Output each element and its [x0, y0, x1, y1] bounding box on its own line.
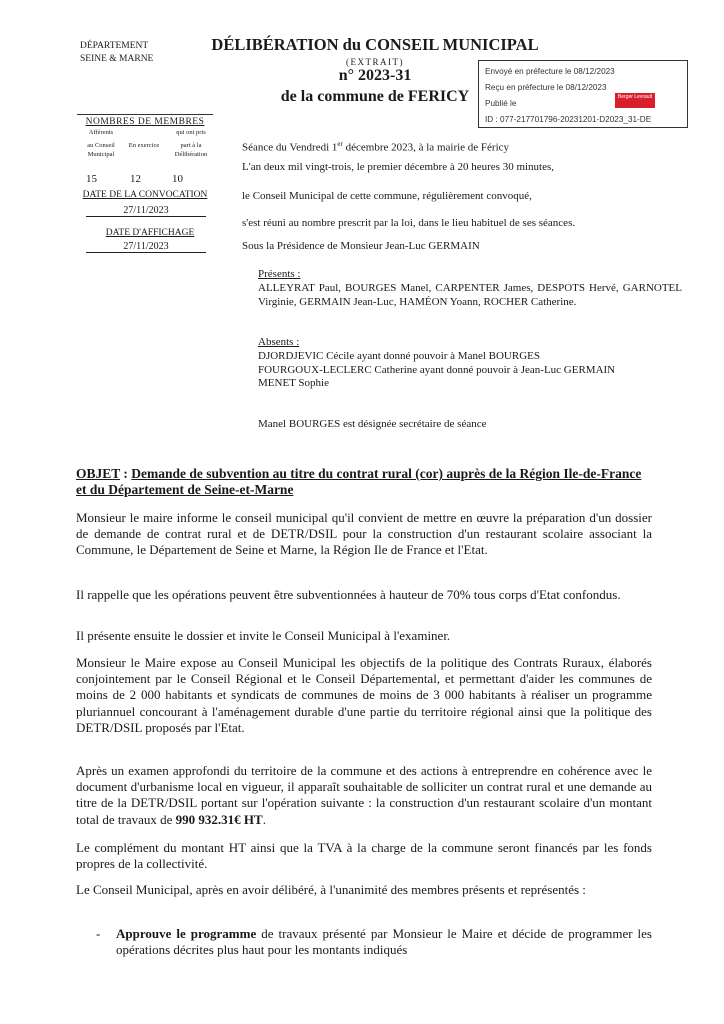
deliberation-number: n° 2023-31	[338, 67, 412, 84]
stamp-id: ID : 077-217701796-20231201-D2023_31-DE	[485, 115, 652, 124]
paragraph-7: Le Conseil Municipal, après en avoir délibéré, à l'unanimité des membres présents et représentés :	[76, 882, 586, 897]
col-header-line: Délibération	[174, 151, 208, 158]
department-line-1: DÉPARTEMENT	[80, 41, 149, 51]
document-title: DÉLIBÉRATION du CONSEIL MUNICIPAL	[211, 35, 539, 54]
absent-line: DJORDJEVIC Cécile ayant donné pouvoir à Manel BOURGES	[258, 349, 540, 362]
members-exercice-value: 12	[130, 173, 141, 185]
bullet-bold: Approuve le programme	[116, 926, 257, 941]
presents-section	[258, 268, 682, 309]
members-title: NOMBRES DE MEMBRES	[80, 117, 210, 127]
commune-name: de la commune de FERICY	[280, 88, 470, 105]
prefecture-stamp	[478, 60, 688, 128]
stamp-recu: Reçu en préfecture le 08/12/2023	[485, 83, 607, 92]
paragraph-6: Le complément du montant HT ainsi que la TVA à la charge de la commune seront financés par les fonds propres de la collectivité.	[76, 840, 652, 872]
affichage-label: DATE D'AFFICHAGE	[105, 228, 195, 238]
objet-heading	[76, 466, 652, 498]
seance-date-sup: er	[337, 140, 343, 148]
seance-line-4: s'est réuni au nombre prescrit par la loi, dans le lieu habituel de ses séances.	[242, 217, 576, 229]
objet-text: Demande de subvention au titre du contrat rural (cor) auprès de la Région Ile-de-France et du Département de Seine-et-Marne	[76, 466, 642, 497]
bullet-rest: de travaux présenté par Monsieur le Maire et décide de programmer les opérations décrites plus haut pour les montants indiqués	[116, 926, 652, 958]
stamp-publie: Publié le	[485, 99, 517, 108]
department-label	[80, 40, 153, 66]
paragraph-2: Il rappelle que les opérations peuvent être subventionnées à hauteur de 70% tous corps d'Etat confondus.	[76, 587, 621, 602]
affichage-date: 27/11/2023	[86, 241, 206, 253]
paragraph-1: Monsieur le maire informe le conseil municipal qu'il convient de mettre en œuvre la préparation d'un dossier de demande de contrat rural et de DETR/DSIL pour la construction d'un restaurant scolaire associant la Commune, le Département de Seine et Marne, la Région Ile de France et l'Etat.	[76, 510, 652, 558]
bullet-text	[116, 926, 652, 958]
paragraph-5-end: .	[262, 811, 266, 827]
seance-line-3: le Conseil Municipal de cette commune, régulièrement convoqué,	[242, 190, 532, 202]
col-header-line: Afférents	[88, 129, 114, 136]
presents-names: ALLEYRAT Paul, BOURGES Manel, CARPENTER James, DESPOTS Hervé, GARNOTEL Virginie, GERMAIN Jean-Luc, HAMÉON Yoann, ROCHER Catherine.	[258, 281, 682, 308]
col-header-line: En exercice	[128, 142, 160, 149]
berger-levrault-logo: Berger Levrault	[615, 93, 655, 108]
absent-line: FOURGOUX-LECLERC Catherine ayant donné pouvoir à Jean-Luc GERMAIN	[258, 363, 616, 376]
col-header-line: qui ont pris	[176, 129, 206, 136]
paragraph-3: Il présente ensuite le dossier et invite le Conseil Municipal à l'examiner.	[76, 628, 451, 643]
extrait-label: (EXTRAIT)	[346, 57, 404, 67]
convocation-label: DATE DE LA CONVOCATION	[82, 190, 208, 200]
seance-date-text-end: décembre 2023, à la mairie de Féricy	[342, 141, 510, 154]
department-line-2: SEINE & MARNE	[80, 54, 154, 64]
paragraph-5	[76, 763, 652, 828]
members-deliberation-value: 10	[172, 173, 183, 185]
col-header-line: part à la	[180, 142, 202, 149]
seance-date-text: Séance du Vendredi 1	[242, 141, 338, 154]
bullet-dash: -	[96, 926, 101, 941]
secretaire-line: Manel BOURGES est désignée secrétaire de séance	[258, 418, 487, 430]
seance-date-line	[242, 140, 682, 154]
seance-president: Sous la Présidence de Monsieur Jean-Luc GERMAIN	[242, 240, 480, 252]
absent-line: MENET Sophie	[258, 377, 329, 390]
paragraph-5-text: Après un examen approfondi du territoire de la commune et des actions à entreprendre en cohérence avec le document d'urbanisme local en vigueur, il apparaît souhaitable de solliciter un contrat rural et une demande au titre de la DETR/DSIL portant sur l'opération suivante : la construction d'un restaurant scolaire d'un montant total de travaux de	[76, 763, 652, 827]
col-header-afferents	[80, 128, 122, 159]
convocation-date: 27/11/2023	[86, 205, 206, 217]
col-header-deliberation	[168, 128, 214, 159]
objet-label: OBJET	[76, 466, 121, 481]
col-header-line: Municipal	[87, 151, 115, 158]
presents-label: Présents :	[258, 268, 301, 280]
col-header-line: au Conseil	[87, 142, 115, 149]
objet-sep: :	[120, 466, 132, 481]
stamp-envoye: Envoyé en préfecture le 08/12/2023	[485, 67, 615, 76]
absents-section	[258, 336, 682, 391]
paragraph-4: Monsieur le Maire expose au Conseil Municipal les objectifs de la politique des Contrats Ruraux, élaborés conjointement par le Conseil Régional et le Conseil Départemental, et permettant d'aider les communes de moins de 2 000 habitants et syndicats de communes de moins de 3 000 habitants à réaliser un programme pluriannuel concourant à l'aménagement durable d'une partie du territoire régional ainsi que la politique des DETR/DSIL proposés par l'Etat.	[76, 655, 652, 735]
absents-label: Absents :	[258, 336, 300, 348]
seance-line-2: L'an deux mil vingt-trois, le premier décembre à 20 heures 30 minutes,	[242, 161, 555, 173]
col-header-exercice	[122, 141, 166, 150]
members-afferents-value: 15	[86, 173, 97, 185]
paragraph-5-amount: 990 932.31€ HT	[175, 811, 263, 827]
